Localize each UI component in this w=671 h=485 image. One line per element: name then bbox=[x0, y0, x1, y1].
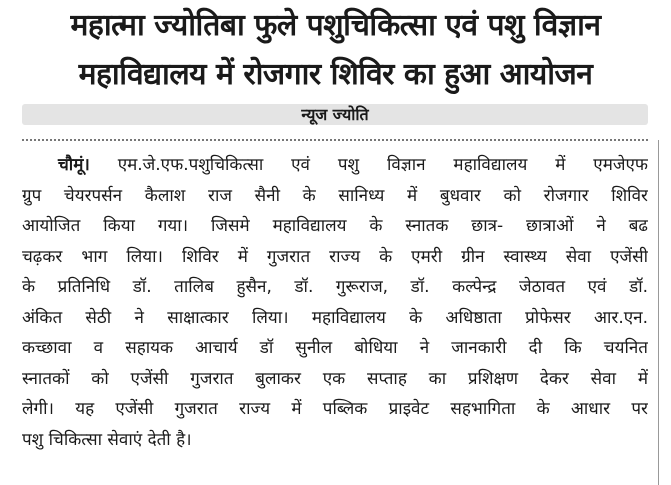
body-line: के प्रतिनिधि डॉ. तालिब हुसैन, डॉ. गुरूराज, डॉ. कल्पेन्द्र जेठावत एवं डॉ. bbox=[22, 277, 648, 297]
dateline: चौमूं। bbox=[58, 155, 90, 175]
body-line bbox=[22, 150, 648, 181]
body-line: पशु चिकित्सा सेवाएं देती है। bbox=[22, 429, 192, 450]
column-rule bbox=[658, 140, 659, 485]
body-line: लेगी। यह एजेंसी गुजरात राज्य में पब्लिक प्राइवेट सहभागिता के आधार पर bbox=[22, 399, 648, 419]
body-line: आयोजित किया गया। जिसमे महाविद्यालय के स्नातक छात्र- छात्राओं ने बढ bbox=[22, 216, 648, 236]
divider bbox=[22, 139, 648, 141]
headline-line-2: महाविद्यालय में रोजगार शिविर का हुआ आयोजन bbox=[78, 57, 593, 92]
body-line-text: एम.जे.एफ.पशुचिकित्सा एवं पशु विज्ञान महाविद्यालय में एमजेएफ bbox=[89, 155, 648, 175]
body-line: ग्रुप चेयरपर्सन कैलाश राज सैनी के सानिध्य में बुधवार को रोजगार शिविर bbox=[22, 185, 648, 206]
byline-band bbox=[22, 104, 648, 125]
byline: न्यूज ज्योति bbox=[301, 105, 369, 124]
article-body bbox=[22, 150, 648, 455]
body-line: स्नातकों को एजेंसी गुजरात बुलाकर एक सप्ताह का प्रशिक्षण देकर सेवा में bbox=[22, 368, 648, 389]
body-line: कच्छावा व सहायक आचार्य डॉ सुनील बोधिया ने जानकारी दी कि चयनित bbox=[22, 338, 648, 358]
body-line: अंकित सेठी ने साक्षात्कार लिया। महाविद्यालय के अधिष्ठाता प्रोफेसर आर.एन. bbox=[22, 307, 648, 328]
body-line: चढ़कर भाग लिया। शिविर में गुजरात राज्य के एमरी ग्रीन स्वास्थ्य सेवा एजेंसी bbox=[22, 246, 648, 267]
headline-line-1: महात्मा ज्योतिबा फुले पशुचिकित्सा एवं पशु विज्ञान bbox=[70, 8, 601, 43]
